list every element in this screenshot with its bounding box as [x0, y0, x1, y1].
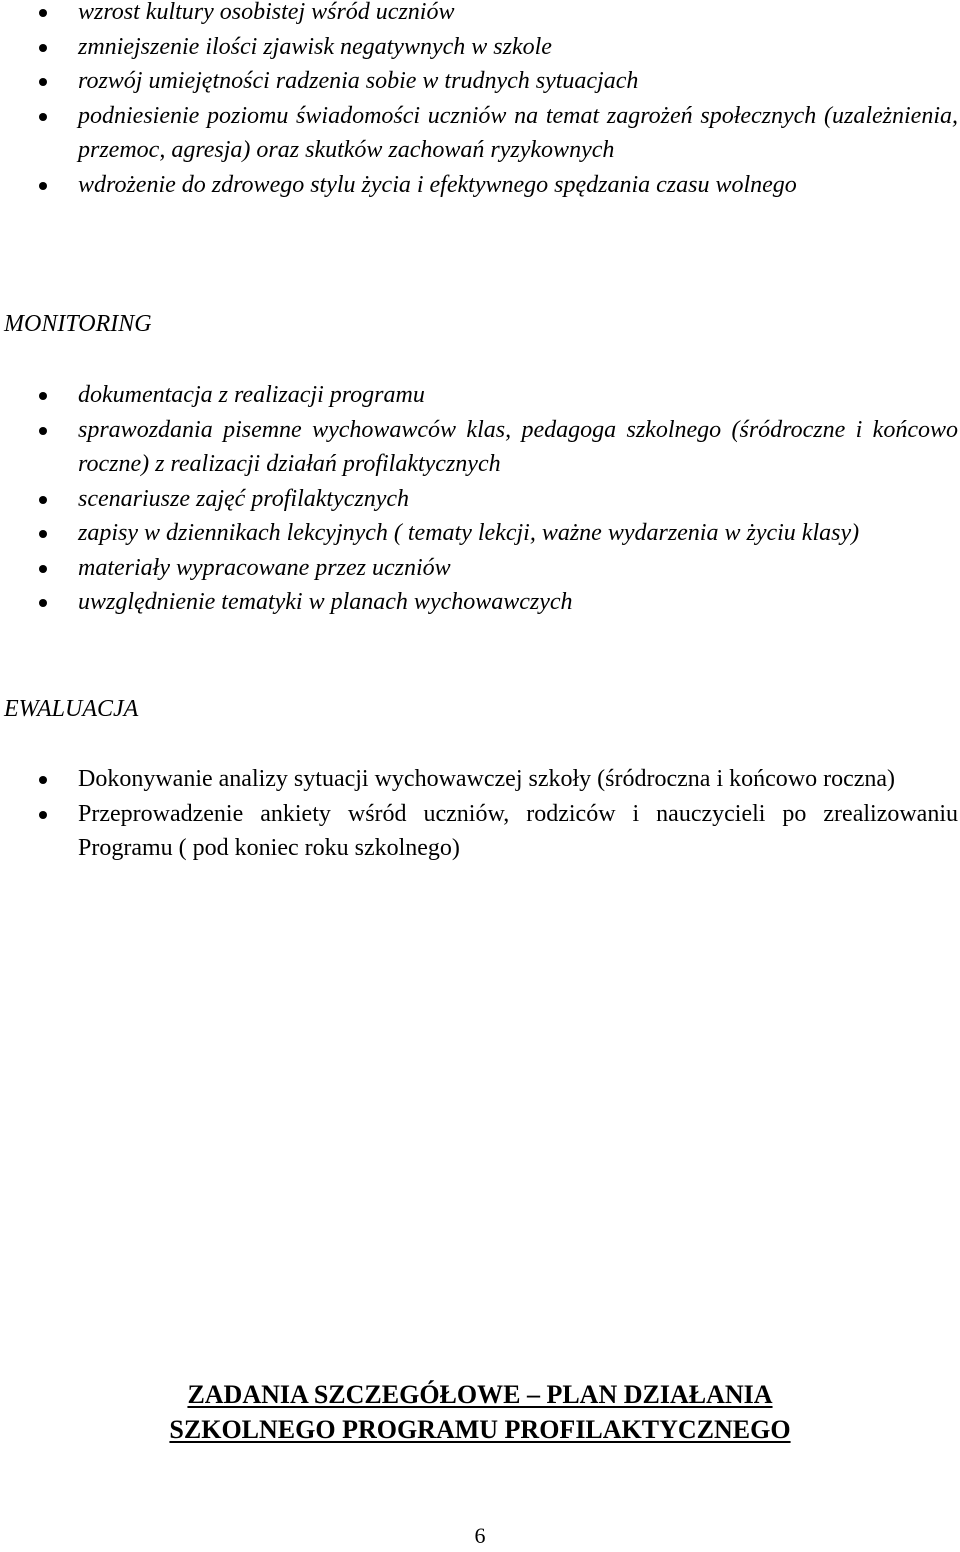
- list-item: [0, 99, 958, 168]
- bullet-icon: [39, 182, 47, 190]
- evaluation-list: [0, 762, 958, 866]
- list-item: [0, 551, 958, 586]
- list-item-text: sprawozdania pisemne wychowawców klas, pedagoga szkolnego (śródroczne i końcowo roczne) z realizacji działań profilaktycznych: [78, 416, 958, 477]
- bullet-icon: [39, 565, 47, 573]
- list-item: [0, 585, 958, 620]
- bullet-icon: [39, 811, 47, 819]
- bullet-icon: [39, 427, 47, 435]
- list-item-text: podniesienie poziomu świadomości uczniów na temat zagrożeń społecznych (uzależnienia, przemoc, agresja) oraz skutków zachowań ryzykownych: [78, 102, 958, 163]
- evaluation-heading: EWALUACJA: [4, 696, 139, 722]
- list-item: [0, 413, 958, 482]
- goals-list: [0, 0, 958, 202]
- list-item: [0, 64, 958, 99]
- bullet-icon: [39, 599, 47, 607]
- list-item-text: materiały wypracowane przez uczniów: [78, 554, 451, 581]
- list-item-text: Przeprowadzenie ankiety wśród uczniów, rodziców i nauczycieli po zrealizowaniu Programu ( pod koniec roku szkolnego): [78, 800, 958, 861]
- list-item: [0, 30, 958, 65]
- list-item: [0, 168, 958, 203]
- bullet-icon: [39, 113, 47, 121]
- list-item-text: wzrost kultury osobistej wśród uczniów: [78, 0, 455, 25]
- bullet-icon: [39, 776, 47, 784]
- monitoring-list: [0, 378, 958, 620]
- monitoring-heading: MONITORING: [4, 311, 152, 337]
- bullet-icon: [39, 530, 47, 538]
- bullet-icon: [39, 9, 47, 17]
- section-title-line-2: SZKOLNEGO PROGRAMU PROFILAKTYCZNEGO: [169, 1415, 791, 1444]
- list-item-text: uwzględnienie tematyki w planach wychowawczych: [78, 589, 573, 615]
- bullet-icon: [39, 44, 47, 52]
- list-item-text: zapisy w dziennikach lekcyjnych ( tematy lekcji, ważne wydarzenia w życiu klasy): [78, 520, 860, 546]
- bullet-icon: [39, 496, 47, 504]
- page-number: 6: [474, 1523, 486, 1548]
- list-item-text: wdrożenie do zdrowego stylu życia i efektywnego spędzania czasu wolnego: [78, 171, 797, 198]
- list-item: [0, 797, 958, 866]
- list-item: [0, 762, 958, 797]
- bullet-icon: [39, 392, 47, 400]
- list-item: [0, 516, 958, 551]
- list-item-text: dokumentacja z realizacji programu: [78, 382, 425, 408]
- list-item-text: Dokonywanie analizy sytuacji wychowawczej szkoły (śródroczna i końcowo roczna): [78, 766, 896, 792]
- section-title: [0, 1377, 960, 1447]
- list-item: [0, 378, 958, 413]
- list-item: [0, 0, 958, 30]
- section-title-line-1: ZADANIA SZCZEGÓŁOWE – PLAN DZIAŁANIA: [187, 1380, 773, 1409]
- list-item-text: rozwój umiejętności radzenia sobie w trudnych sytuacjach: [78, 68, 639, 94]
- list-item-text: zmniejszenie ilości zjawisk negatywnych w szkole: [78, 33, 552, 60]
- list-item: [0, 482, 958, 517]
- bullet-icon: [39, 78, 47, 86]
- list-item-text: scenariusze zajęć profilaktycznych: [78, 485, 410, 512]
